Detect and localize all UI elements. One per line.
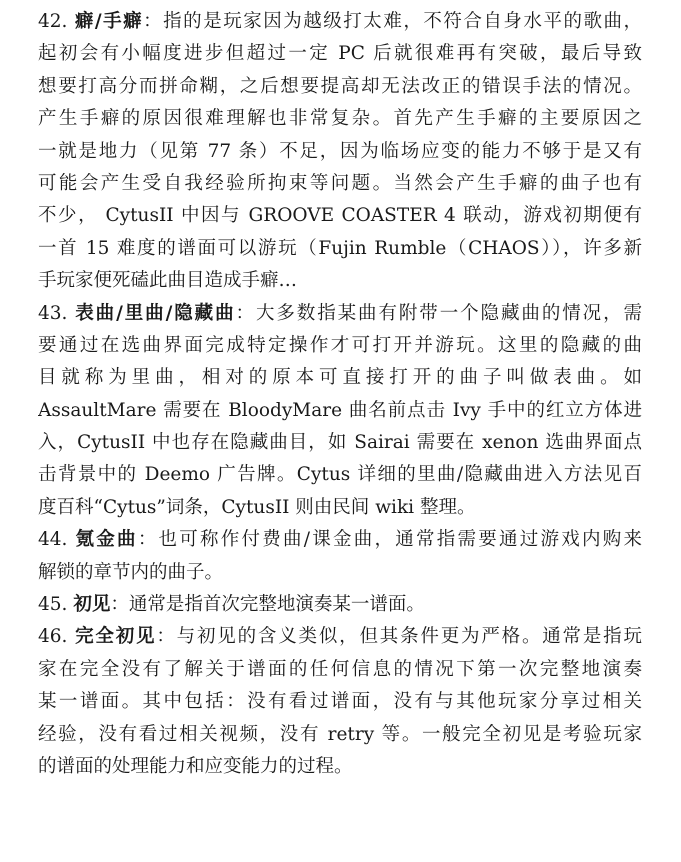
entry-number: 43. bbox=[38, 302, 68, 324]
document-page bbox=[38, 6, 642, 783]
entry-term: 氪金曲 bbox=[75, 529, 138, 551]
entry-term: 癖/手癖 bbox=[74, 11, 144, 32]
entry-line: 一首 15 难度的谱面可以游玩（Fujin Rumble（CHAOS）），许多新 bbox=[38, 237, 642, 259]
entry-text: ：与初见的含义类似，但其条件更为严格。通常是指玩 bbox=[156, 626, 642, 648]
entry-line: 解锁的章节内的曲子。 bbox=[38, 561, 224, 583]
entry-line: 可能会产生受自我经验所拘束等问题。当然会产生手癖的曲子也有 bbox=[38, 172, 642, 194]
entry-text: ：大多数指某曲有附带一个隐藏曲的情况，需 bbox=[235, 302, 642, 324]
entry-term: 完全初见 bbox=[75, 626, 157, 648]
entry-line: 产生手癖的原因很难理解也非常复杂。首先产生手癖的主要原因之 bbox=[38, 108, 642, 130]
entry-44 bbox=[38, 524, 642, 589]
entry-line: 击背景中的 Deemo 广告牌。Cytus 详细的里曲/隐藏曲进入方法见百 bbox=[38, 464, 642, 486]
entry-number: 45. bbox=[38, 594, 68, 616]
entry-line: 想要打高分而拼命糊，之后想要提高却无法改正的错误手法的情况。 bbox=[38, 75, 642, 97]
entry-line bbox=[38, 524, 642, 556]
entry-46 bbox=[38, 621, 642, 783]
entry-line: 度百科“Cytus”词条，CytusII 则由民间 wiki 整理。 bbox=[38, 496, 476, 518]
entry-text: ：通常是指首次完整地演奏某一谱面。 bbox=[110, 594, 425, 616]
entry-number: 44. bbox=[38, 529, 68, 551]
entry-line: 手玩家便死磕此曲目造成手癖… bbox=[38, 270, 298, 292]
entry-text: ：也可称作付费曲/课金曲，通常指需要通过游戏内购来 bbox=[137, 529, 642, 551]
entry-line: 的谱面的处理能力和应变能力的过程。 bbox=[38, 755, 353, 777]
entry-line: 家在完全没有了解关于谱面的任何信息的情况下第一次完整地演奏 bbox=[38, 658, 642, 680]
entry-line: AssaultMare 需要在 BloodyMare 曲名前点击 Ivy 手中的红立方体进 bbox=[38, 399, 642, 421]
entry-43 bbox=[38, 298, 642, 525]
entry-line: 一就是地力（见第 77 条）不足，因为临场应变的能力不够于是又有 bbox=[38, 140, 642, 162]
entry-45 bbox=[38, 589, 642, 621]
entry-line: 入，CytusII 中也存在隐藏曲目，如 Sairai 需要在 xenon 选曲界面点 bbox=[38, 432, 642, 454]
entry-line bbox=[38, 6, 642, 38]
entry-number: 42. bbox=[38, 11, 68, 32]
entry-line: 经验，没有看过相关视频，没有 retry 等。一般完全初见是考验玩家 bbox=[38, 723, 642, 745]
entry-line: 要通过在选曲界面完成特定操作才可打开并游玩。这里的隐藏的曲 bbox=[38, 334, 642, 356]
entry-line: 起初会有小幅度进步但超过一定 PC 后就很难再有突破，最后导致 bbox=[38, 43, 642, 65]
entry-line: 不少， CytusII 中因与 GROOVE COASTER 4 联动，游戏初期便有 bbox=[38, 205, 642, 227]
entry-number: 46. bbox=[38, 626, 68, 648]
entry-line bbox=[38, 298, 642, 330]
entry-line: 某一谱面。其中包括：没有看过谱面，没有与其他玩家分享过相关 bbox=[38, 691, 642, 713]
entry-term: 初见 bbox=[73, 594, 111, 616]
entry-term: 表曲/里曲/隐藏曲 bbox=[75, 302, 236, 324]
entry-text: ：指的是玩家因为越级打太难，不符合自身水平的歌曲， bbox=[143, 11, 642, 32]
entry-line bbox=[38, 589, 642, 621]
entry-line: 目就称为里曲，相对的原本可直接打开的曲子叫做表曲。如 bbox=[38, 367, 642, 389]
entry-42 bbox=[38, 6, 642, 298]
entry-line bbox=[38, 621, 642, 653]
